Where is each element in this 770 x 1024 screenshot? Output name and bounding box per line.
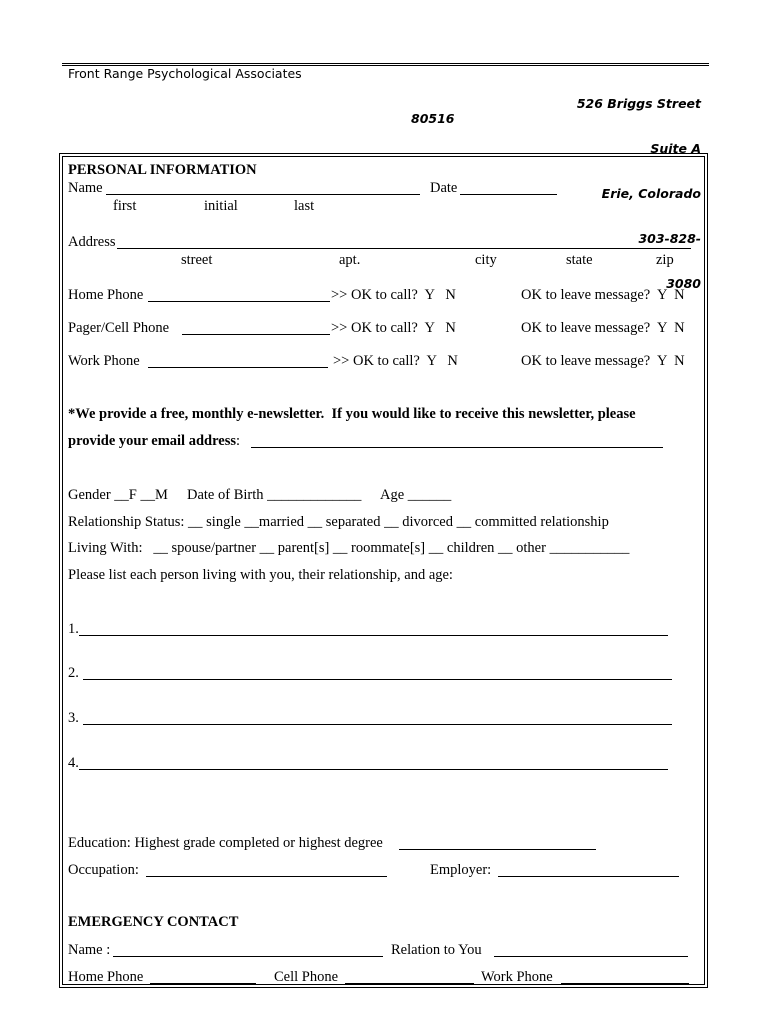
relationship-status[interactable]: Relationship Status: __ single __married __ separated __ divorced __ committed relationship	[68, 514, 609, 530]
household-row-label: 4.	[68, 755, 79, 771]
emergency-work-label: Work Phone	[481, 969, 553, 985]
address-line: 3080	[666, 276, 701, 291]
name-label: Name	[68, 180, 103, 196]
household-row-2[interactable]	[83, 665, 672, 680]
emergency-name-field[interactable]	[113, 942, 383, 957]
email-row: provide your email address:	[68, 433, 241, 449]
occupation-label: Occupation:	[68, 862, 139, 878]
cell-phone-label: Pager/Cell Phone	[68, 320, 170, 336]
email-field[interactable]	[251, 433, 663, 448]
date-field[interactable]	[460, 180, 557, 195]
address-line: 303-828-	[638, 231, 701, 246]
initial-caption: initial	[204, 198, 238, 214]
emergency-home-field[interactable]	[150, 969, 256, 984]
zip-caption: zip	[656, 252, 674, 268]
work-phone-field[interactable]	[148, 353, 328, 368]
newsletter-text: *We provide a free, monthly e-newsletter. If you would like to receive this newsletter, please	[68, 406, 636, 422]
home-phone-field[interactable]	[148, 287, 330, 302]
education-label: Education: Highest grade completed or highest degree	[68, 835, 383, 851]
cell-ok-message[interactable]: OK to leave message? Y N	[521, 320, 685, 336]
occupation-field[interactable]	[146, 862, 387, 877]
email-label: provide your email address	[68, 433, 236, 449]
employer-label: Employer:	[430, 862, 492, 878]
work-ok-message[interactable]: OK to leave message? Y N	[521, 353, 685, 369]
state-caption: state	[566, 252, 593, 268]
gender-field[interactable]: Gender __F __M	[68, 487, 168, 503]
org-name: Front Range Psychological Associates	[68, 66, 302, 81]
home-ok-message[interactable]: OK to leave message? Y N	[521, 287, 685, 303]
employer-field[interactable]	[498, 862, 679, 877]
household-row-3[interactable]	[83, 710, 672, 725]
work-ok-call[interactable]: >> OK to call? Y N	[333, 353, 458, 369]
last-caption: last	[294, 198, 315, 214]
emergency-cell-label: Cell Phone	[274, 969, 339, 985]
household-row-label: 2.	[68, 665, 83, 681]
age-field[interactable]: Age ______	[380, 487, 452, 503]
household-row-4[interactable]	[79, 755, 668, 770]
address-field[interactable]	[117, 234, 691, 249]
emergency-work-field[interactable]	[561, 969, 689, 984]
dob-field[interactable]: Date of Birth _____________	[187, 487, 362, 503]
cell-phone-field[interactable]	[182, 320, 330, 335]
address-line: 526 Briggs Street	[576, 96, 701, 111]
relation-label: Relation to You	[391, 942, 482, 958]
name-field[interactable]	[106, 180, 420, 195]
header-rule-top	[62, 63, 709, 64]
emergency-home-label: Home Phone	[68, 969, 144, 985]
emergency-name-label: Name :	[68, 942, 111, 958]
household-row-label: 3.	[68, 710, 83, 726]
personal-heading: PERSONAL INFORMATION	[68, 162, 257, 178]
org-zip: 80516	[411, 111, 455, 126]
household-prompt: Please list each person living with you, their relationship, and age:	[68, 567, 453, 583]
work-phone-label: Work Phone	[68, 353, 140, 369]
city-caption: city	[475, 252, 497, 268]
emergency-heading: EMERGENCY CONTACT	[68, 914, 239, 930]
address-line: Suite A	[650, 141, 701, 156]
relation-field[interactable]	[494, 942, 688, 957]
household-row-label: 1.	[68, 621, 79, 637]
apt-caption: apt.	[339, 252, 361, 268]
education-field[interactable]	[399, 835, 596, 850]
living-with[interactable]: Living With: __ spouse/partner __ parent[s] __ roommate[s] __ children __ other ___________	[68, 540, 630, 556]
cell-ok-call[interactable]: >> OK to call? Y N	[331, 320, 456, 336]
address-line: Erie, Colorado	[601, 186, 701, 201]
household-row-1[interactable]	[79, 621, 668, 636]
home-phone-label: Home Phone	[68, 287, 144, 303]
emergency-cell-field[interactable]	[345, 969, 474, 984]
address-label: Address	[68, 234, 116, 250]
date-label: Date	[430, 180, 458, 196]
home-ok-call[interactable]: >> OK to call? Y N	[331, 287, 456, 303]
first-caption: first	[113, 198, 137, 214]
street-caption: street	[181, 252, 213, 268]
